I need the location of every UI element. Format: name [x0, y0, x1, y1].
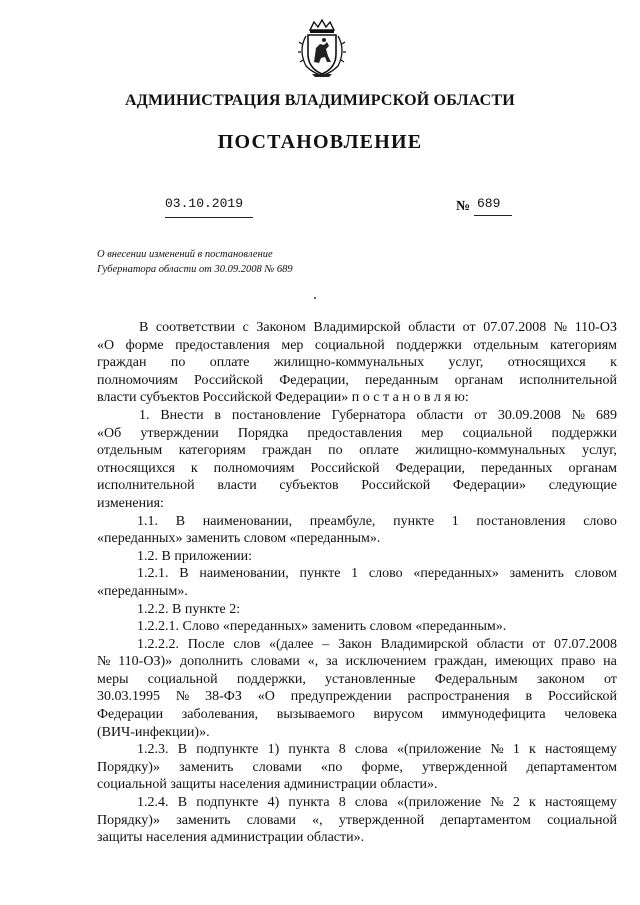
- body-line: полномочиям Российской Федерации, переданным органам исполнительной: [97, 372, 617, 388]
- body-line: отдельным категориям граждан по оплате жилищно-коммунальных услуг,: [97, 443, 617, 459]
- body-line: изменения:: [97, 495, 164, 511]
- body-line: граждан по оплате жилищно-коммунальных услуг, относящихся к: [97, 355, 617, 371]
- subject-line: Губернатора области от 30.09.2008 № 689: [97, 264, 293, 275]
- body-line: 1. Внести в постановление Губернатора области от 30.09.2008 № 689: [139, 407, 617, 423]
- coat-of-arms-icon: [296, 18, 348, 78]
- date-underline: [165, 217, 253, 218]
- body-line: защиты населения администрации области».: [97, 830, 365, 846]
- body-line: социальной защиты населения администрации области».: [97, 777, 438, 793]
- body-line: 1.2.2.1. Слово «переданных» заменить словом «переданным».: [137, 619, 507, 635]
- body-line: меры социальной поддержки, установленные Федеральным законом от: [97, 671, 617, 687]
- document-type-title: ПОСТАНОВЛЕНИЕ: [217, 131, 423, 153]
- body-line: 1.2.3. В подпункте 1) пункта 8 слова «(приложение № 1 к настоящему: [137, 742, 617, 758]
- number-underline: [474, 215, 512, 216]
- body-line: Порядку)» заменить словами «по форме, утвержденной департаментом: [97, 759, 617, 775]
- body-line: № 110-ОЗ)» дополнить словами «, за исключением граждан, имеющих право на: [97, 654, 617, 670]
- scan-dot: [314, 297, 316, 299]
- body-line: Федерации заболевания, вызываемого вирусом иммунодефицита человека: [97, 707, 617, 723]
- body-line: «Об утверждении Порядка предоставления мер социальной поддержки: [97, 425, 617, 441]
- subject-line: О внесении изменений в постановление: [97, 249, 273, 260]
- document-subject: [97, 247, 293, 277]
- body-line: относящихся к полномочиям Российской Федерации, переданных органам: [97, 460, 617, 476]
- body-line: 1.2.1. В наименовании, пункте 1 слово «переданных» заменить словом: [137, 566, 617, 582]
- body-line: Порядку)» заменить словами «, утвержденной департаментом социальной: [97, 812, 617, 828]
- body-line: 1.2. В приложении:: [137, 548, 253, 564]
- body-line: 30.03.1995 № 38-ФЗ «О предупреждении распространения в Российской: [97, 689, 617, 705]
- document-body: [97, 319, 617, 847]
- body-line: власти субъектов Российской Федерации» п о с т а н о в л я ю:: [97, 390, 469, 406]
- document-date: 03.10.2019: [165, 196, 244, 211]
- body-line: «переданных» заменить словом «переданным».: [97, 531, 381, 547]
- body-line: «переданным».: [97, 583, 188, 599]
- body-line: В соответствии с Законом Владимирской области от 07.07.2008 № 110-ОЗ: [139, 320, 617, 335]
- body-line: 1.2.2.2. После слов «(далее – Закон Владимирской области от 07.07.2008: [137, 636, 617, 652]
- body-line: (ВИЧ-инфекции)».: [97, 724, 210, 740]
- document-number: 689: [477, 196, 501, 211]
- body-line: исполнительной власти субъектов Российской Федерации» следующие: [97, 478, 617, 494]
- body-line: 1.2.4. В подпункте 4) пункта 8 слова «(приложение № 2 к настоящему: [137, 795, 617, 811]
- number-sign: №: [456, 199, 471, 214]
- body-line: «О форме предоставления мер социальной поддержки отдельным категориям: [97, 337, 617, 353]
- body-line: 1.1. В наименовании, преамбуле, пункте 1 постановления слово: [137, 513, 617, 529]
- body-line: 1.2.2. В пункте 2:: [137, 601, 241, 617]
- organization-title: АДМИНИСТРАЦИЯ ВЛАДИМИРСКОЙ ОБЛАСТИ: [125, 92, 515, 109]
